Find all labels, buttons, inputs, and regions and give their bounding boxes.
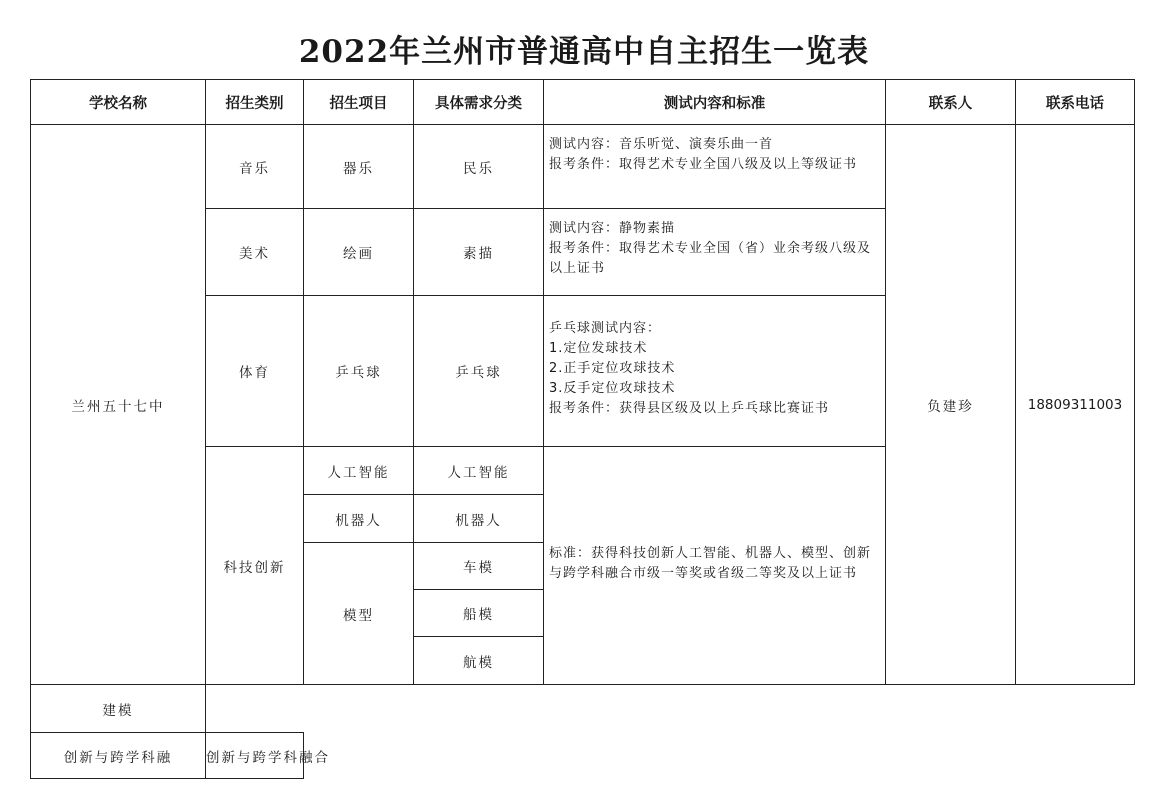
subtype-music: 民乐 bbox=[414, 125, 544, 209]
subtype-model-aircraft: 航模 bbox=[414, 637, 544, 685]
header-subtype: 具体需求分类 bbox=[414, 80, 544, 125]
category-sport: 体育 bbox=[206, 296, 304, 447]
header-category: 招生类别 bbox=[206, 80, 304, 125]
test-content-art bbox=[544, 209, 886, 296]
project-robot: 机器人 bbox=[304, 495, 414, 543]
desc-line: 测试内容：静物素描 bbox=[549, 221, 676, 236]
project-ai: 人工智能 bbox=[304, 447, 414, 495]
project-cross-discipline: 创新与跨学科融 bbox=[31, 733, 206, 779]
subtype-sport: 乒乓球 bbox=[414, 296, 544, 447]
phone-cell: 18809311003 bbox=[1016, 125, 1135, 685]
header-phone: 联系电话 bbox=[1016, 80, 1135, 125]
test-content-sport bbox=[544, 296, 886, 447]
category-art: 美术 bbox=[206, 209, 304, 296]
table-header-row bbox=[31, 80, 1135, 125]
subtype-cross-discipline: 创新与跨学科融合 bbox=[206, 733, 304, 779]
subtype-model-building: 建模 bbox=[31, 685, 206, 733]
desc-line: 报考条件：取得艺术专业全国八级及以上等级证书 bbox=[549, 157, 858, 172]
project-model: 模型 bbox=[304, 543, 414, 685]
subtype-ai: 人工智能 bbox=[414, 447, 544, 495]
header-test-content: 测试内容和标准 bbox=[544, 80, 886, 125]
test-content-music bbox=[544, 125, 886, 209]
page-title: 2022年兰州市普通高中自主招生一览表 bbox=[298, 34, 870, 70]
desc-line: 2.正手定位攻球技术 bbox=[549, 361, 676, 376]
category-tech: 科技创新 bbox=[206, 447, 304, 685]
table-row bbox=[31, 685, 1135, 733]
admissions-table bbox=[30, 79, 1135, 779]
header-contact: 联系人 bbox=[886, 80, 1016, 125]
test-content-tech: 标准：获得科技创新人工智能、机器人、模型、创新与跨学科融合市级一等奖或省级二等奖及以上证书 bbox=[544, 447, 886, 685]
header-school: 学校名称 bbox=[31, 80, 206, 125]
desc-line: 乒乓球测试内容： bbox=[549, 321, 662, 336]
desc-line: 测试内容：音乐听觉、演奏乐曲一首 bbox=[549, 137, 774, 152]
table-row bbox=[31, 733, 1135, 779]
category-music: 音乐 bbox=[206, 125, 304, 209]
subtype-model-car: 车模 bbox=[414, 543, 544, 590]
desc-line: 报考条件：取得艺术专业全国（省）业余考级八级及以上证书 bbox=[549, 241, 872, 276]
table-row bbox=[31, 125, 1135, 209]
desc-line: 3.反手定位攻球技术 bbox=[549, 381, 676, 396]
subtype-art: 素描 bbox=[414, 209, 544, 296]
contact-cell: 负建珍 bbox=[886, 125, 1016, 685]
subtype-model-ship: 船模 bbox=[414, 590, 544, 637]
desc-line: 报考条件：获得县区级及以上乒乓球比赛证书 bbox=[549, 401, 830, 416]
desc-line: 1.定位发球技术 bbox=[549, 341, 648, 356]
project-art: 绘画 bbox=[304, 209, 414, 296]
header-project: 招生项目 bbox=[304, 80, 414, 125]
school-name-cell: 兰州五十七中 bbox=[31, 125, 206, 685]
project-music: 器乐 bbox=[304, 125, 414, 209]
subtype-robot: 机器人 bbox=[414, 495, 544, 543]
project-sport: 乒乓球 bbox=[304, 296, 414, 447]
